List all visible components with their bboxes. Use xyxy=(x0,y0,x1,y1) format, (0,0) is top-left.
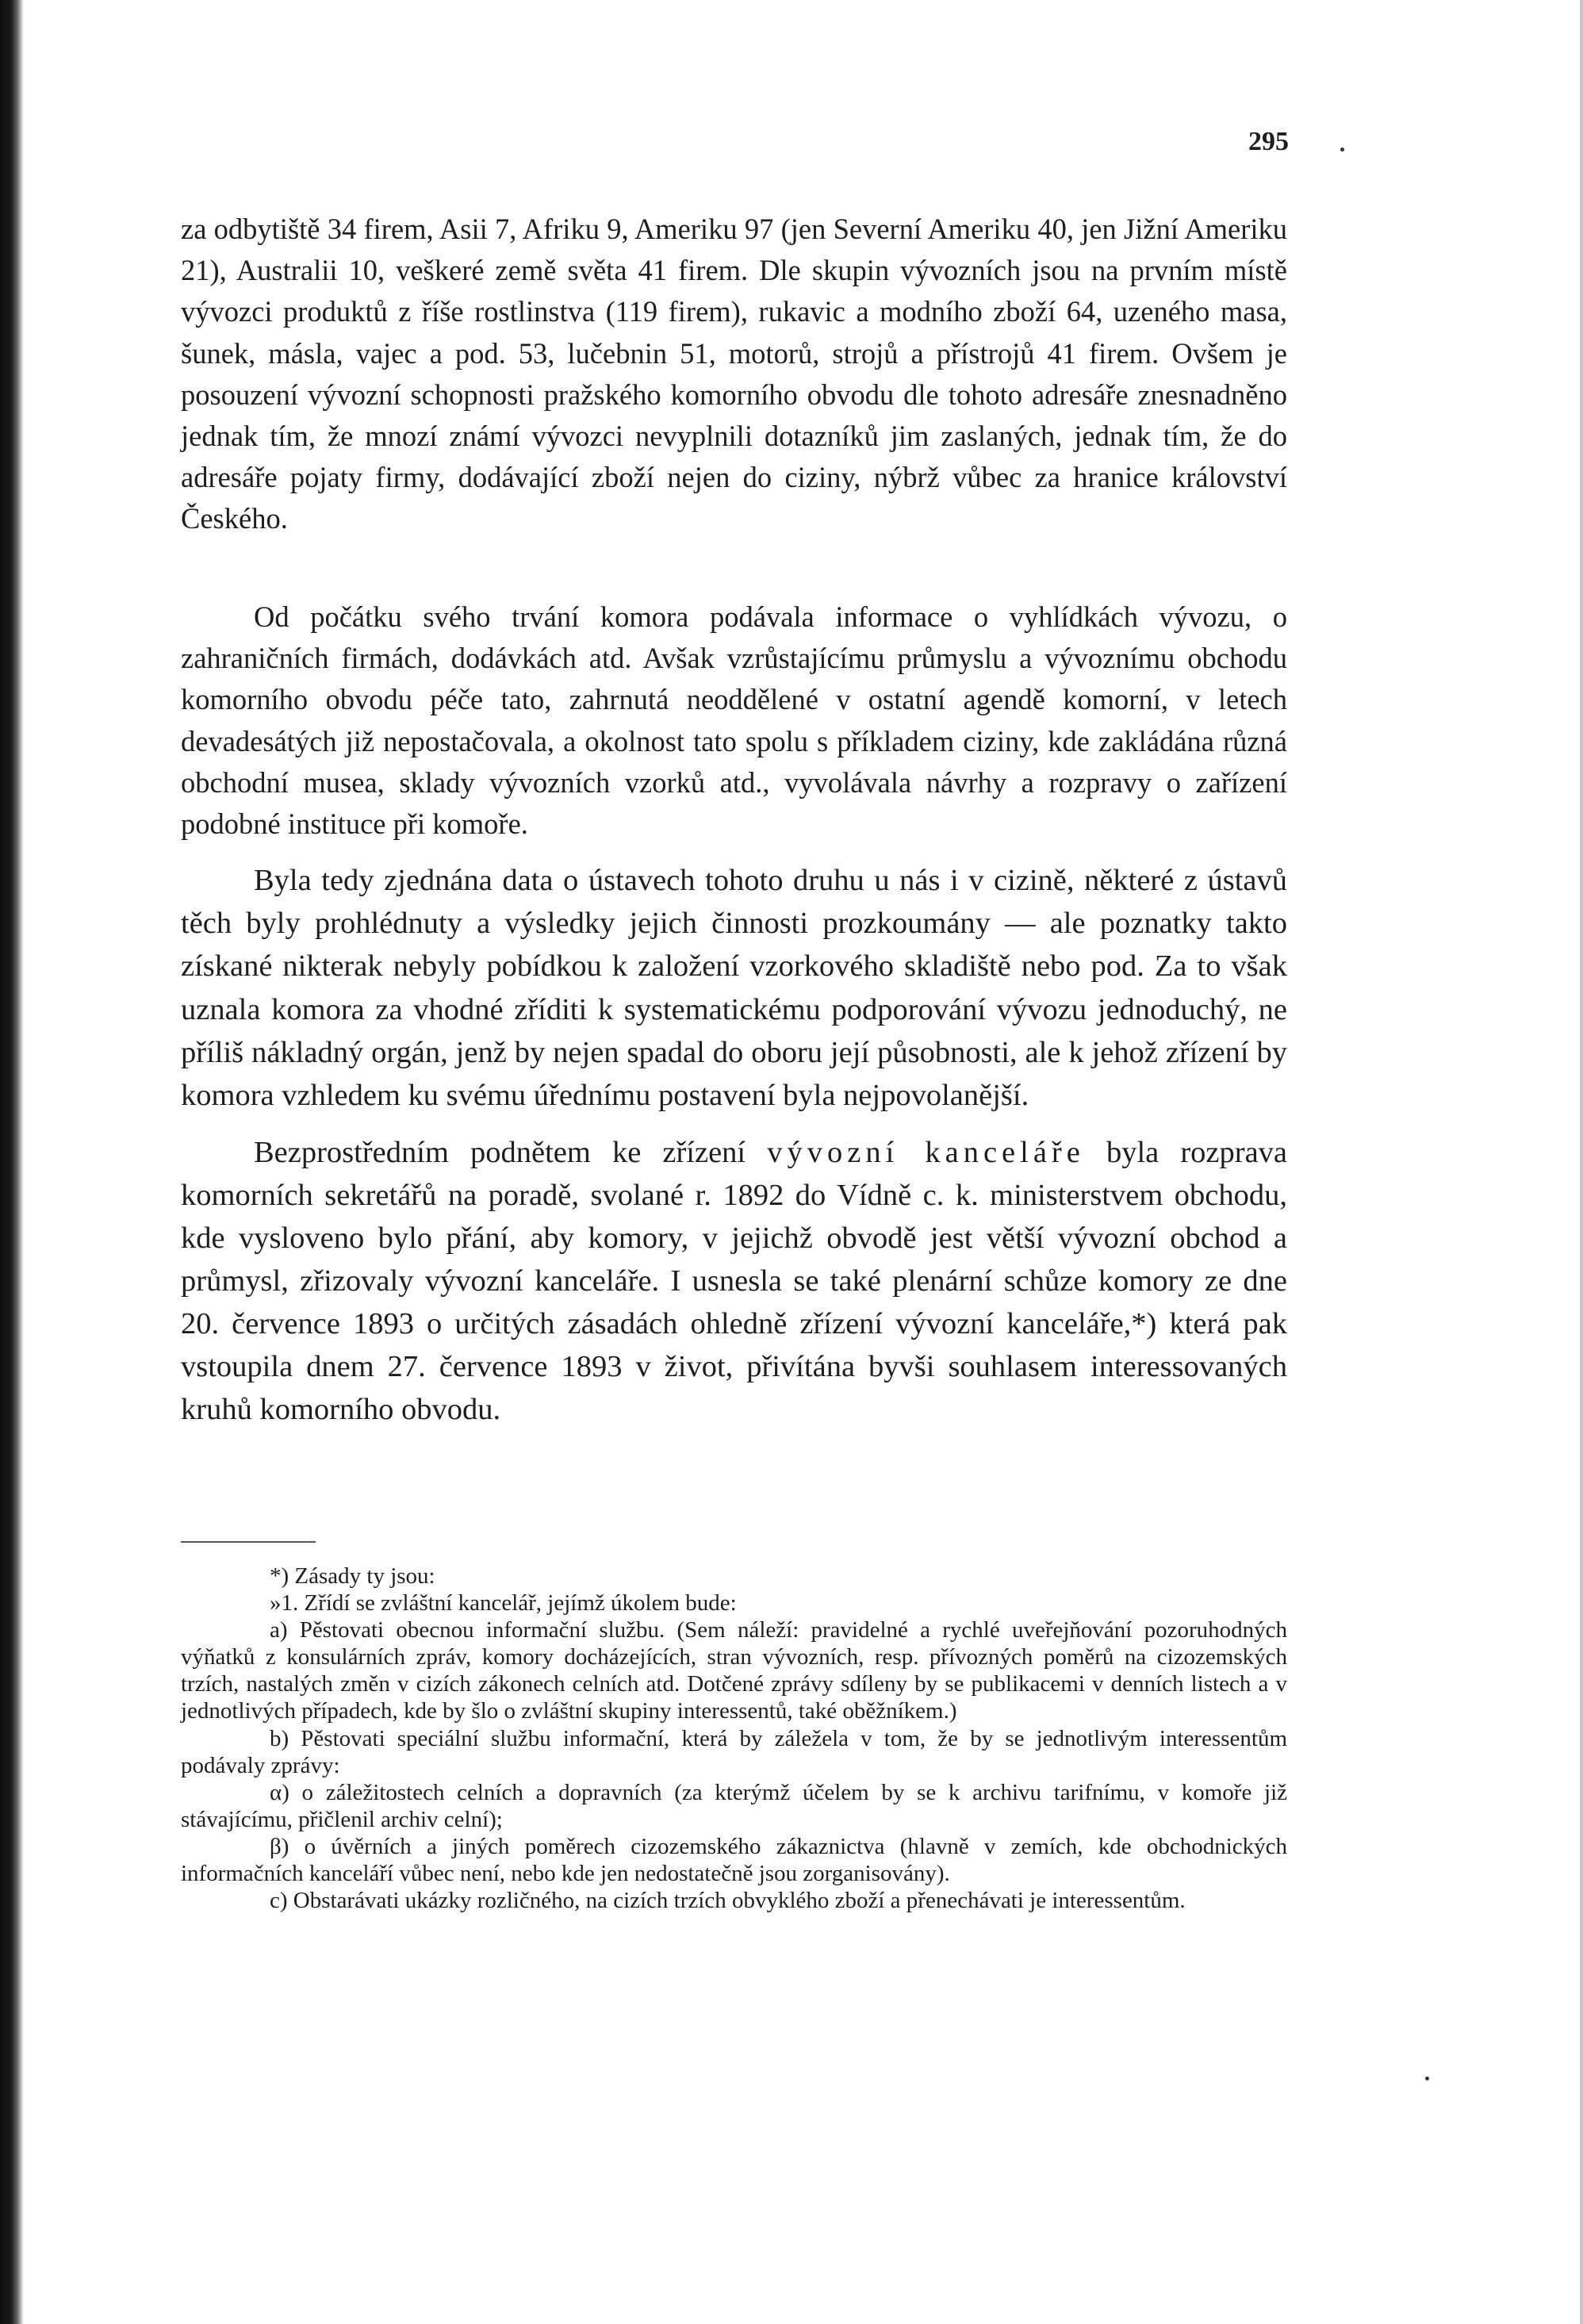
paragraph-export-office-founding xyxy=(181,1131,1287,1432)
footnote-line: b) Pěstovati speciální službu informační, která by záležela v tom, že by se jednotlivým interessentům podávaly zprávy: xyxy=(181,1725,1287,1778)
footnote-line: a) Pěstovati obecnou informační službu. (Sem náleží: pravidelné a rychlé uveřejňování pozoruhodných výňatků z konsulárních zpráv, komory docházejících, stran vývozních, resp. přívozných poměrů na cizozemských trzích, nastalých změn v cizích zákonech celních atd. Dotčené zprávy sdíleny by se publikacemi v denních listech a v jednotlivých případech, kde by šlo o zvláštní skupiny interessentů, také oběžníkem.) xyxy=(181,1617,1287,1724)
scan-speck xyxy=(1425,2077,1429,2080)
p4-spaced-term: vývozní kanceláře xyxy=(767,1135,1085,1169)
footnote-line: c) Obstarávati ukázky rozličného, na cizích trzích obvyklého zboží a přenechávati je interessentům. xyxy=(270,1888,1186,1914)
book-page xyxy=(181,127,1287,2268)
footnote-line: »1. Zřídí se zvláštní kancelář, jejímž úkolem bude: xyxy=(270,1590,737,1616)
scan-binding-edge xyxy=(0,0,24,2324)
main-text-block xyxy=(181,596,1287,1431)
scan-speck xyxy=(1340,148,1344,151)
footnote xyxy=(181,1563,1287,1914)
p4-text-before: Bezprostředním podnětem ke zřízení xyxy=(254,1135,768,1169)
footnote-line: β) o úvěrních a jiných poměrech cizozemského zákaznictva (hlavně v zemích, kde obchodnických informačních kanceláří vůbec není, nebo kde jen nedostatečně jsou zorganisovány). xyxy=(181,1833,1287,1887)
p4-text-after: byla rozprava komorních sekretářů na poradě, svolané r. 1892 do Vídně c. k. ministerstvem obchodu, kde vysloveno bylo přání, aby komory, v jejichž obvodě jest větší vývozní obchod a průmysl, zřizovaly vývozní kanceláře. I usnesla se také plenární schůze komory ze dne 20. července 1893 o určitých zásadách ohledně zřízení vývozní kanceláře,*) která pak vstoupila dnem 27. července 1893 v život, přivítána byvši souhlasem interessovaných kruhů komorního obvodu. xyxy=(181,1135,1287,1427)
paragraph-export-statistics: za odbytiště 34 firem, Asii 7, Afriku 9, Ameriku 97 (jen Severní Ameriku 40, jen Jižní Ameriku 21), Australii 10, veškeré země světa 41 firem. Dle skupin vývozních jsou na prvním místě vývozci produktů z říše rostlinstva (119 firem), rukavic a modního zboží 64, uzeného masa, šunek, másla, vajec a pod. 53, lučebnin 51, motorů, strojů a přístrojů 41 firem. Ovšem je posouzení vývozní schopnosti pražského komorního obvodu dle tohoto adresáře znesnadněno jednak tím, že mnozí známí vývozci nevyplnili dotazníků jim zaslaných, jednak tím, že do adresáře pojaty firmy, dodávající zboží nejen do ciziny, nýbrž vůbec za hranice království Českého. xyxy=(181,213,1287,535)
scan-right-edge xyxy=(1580,0,1583,2324)
footnote-heading: *) Zásady ty jsou: xyxy=(270,1563,435,1589)
paragraph-chamber-information: Od počátku svého trvání komora podávala informace o vyhlídkách vývozu, o zahraničních firmách, dodávkách atd. Avšak vzrůstajícímu průmyslu a vývoznímu obchodu komorního obvodu péče tato, zahrnutá neoddělené v ostatní agendě komorní, v letech devadesátých již nepostačovala, a okolnost tato spolu s příkladem ciziny, kde zakládána různá obchodní musea, sklady vývozních vzorků atd., vyvolávala návrhy a rozpravy o zařízení podobné instituce při komoře. xyxy=(181,600,1287,841)
footnote-separator xyxy=(181,1541,316,1543)
page-number: 295 xyxy=(1248,127,1289,156)
paragraph-institutions-study: Byla tedy zjednána data o ústavech tohoto druhu u nás i v cizině, některé z ústavů těch byly prohlédnuty a výsledky jejich činnosti prozkoumány — ale poznatky takto získané nikterak nebyly pobídkou k založení vzorkového skladiště nebo pod. Za to však uznala komora za vhodné zříditi k systematickému podporování vývozu jednoduchý, ne příliš nákladný orgán, jenž by nejen spadal do oboru její působnosti, ale k jehož zřízení by komora vzhledem ku svému úřednímu postavení byla nejpovolanější. xyxy=(181,864,1287,1112)
footnote-line: α) o záležitostech celních a dopravních (za kterýmž účelem by se k archivu tarifnímu, v komoře již stávajícímu, přičlenil archiv celní); xyxy=(181,1779,1287,1832)
